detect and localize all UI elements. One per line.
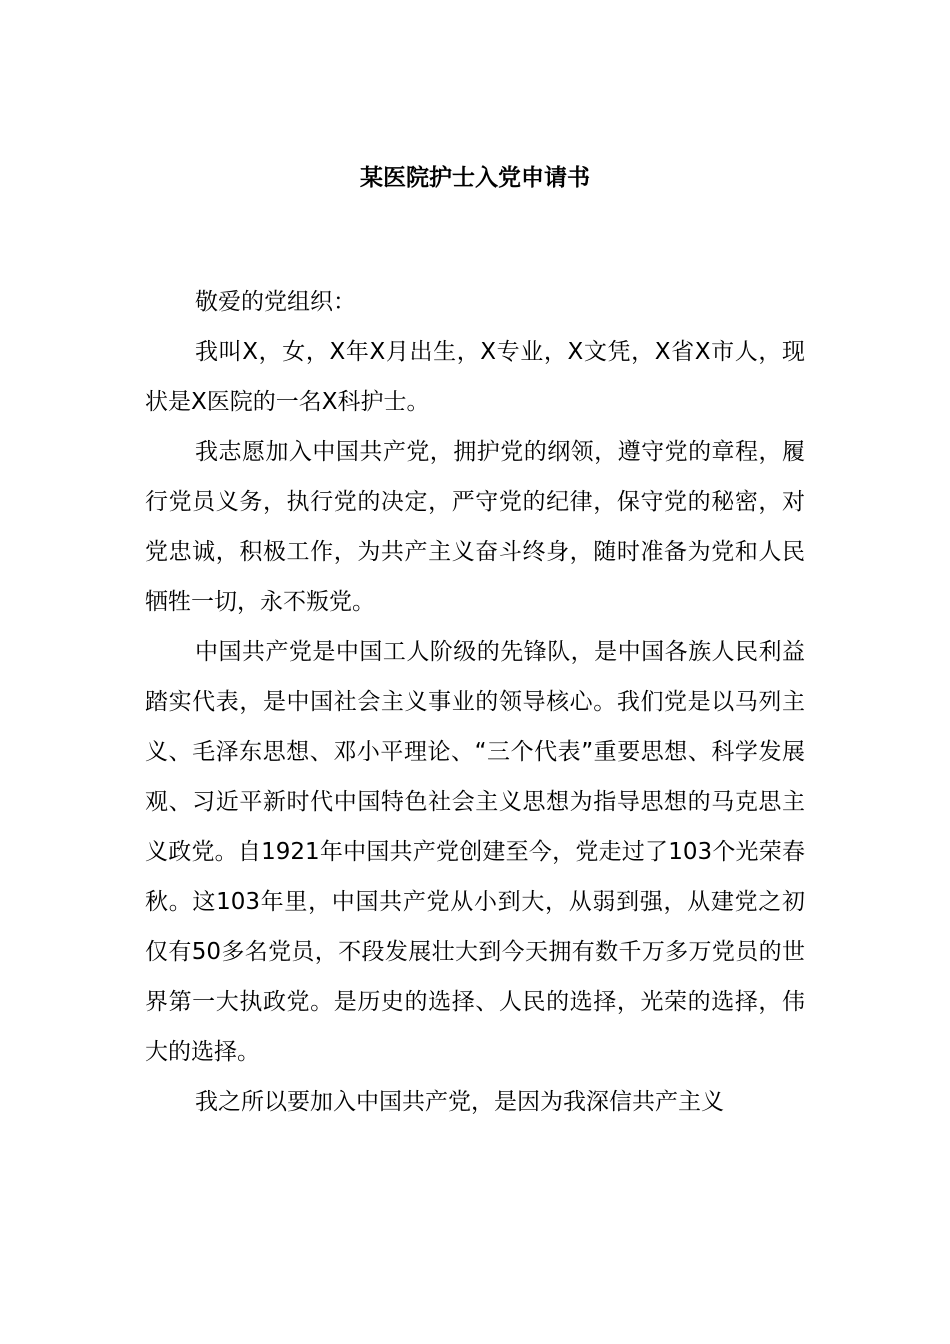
paragraph-motivation: 我之所以要加入中国共产党，是因为我深信共产主义: [195, 1089, 724, 1115]
salutation: 敬爱的党组织：: [195, 289, 356, 315]
paragraph-pledge: 我志愿加入中国共产党，拥护党的纲领，遵守党的章程，履行党员义务，执行党的决定，严守党的纪律，保守党的秘密，对党忠诚，积极工作，为共产主义奋斗终身，随时准备为党和人民牺牲一切，永不叛党。: [145, 439, 805, 615]
paragraph-personal-info: 我叫X，女，X年X月出生，X专业，X文凭，X省X市人，现状是X医院的一名X科护士。: [145, 339, 805, 415]
paragraph-party-history: 中国共产党是中国工人阶级的先锋队，是中国各族人民利益踏实代表，是中国社会主义事业的领导核心。我们党是以马列主义、毛泽东思想、邓小平理论、“三个代表”重要思想、科学发展观、习近平新时代中国特色社会主义思想为指导思想的马克思主义政党。自1921年中国共产党创建至今，党走过了103个光荣春秋。这103年里，中国共产党从小到大，从弱到强，从建党之初仅有50多名党员，不段发展壮大到今天拥有数千万多万党员的世界第一大执政党。是历史的选择、人民的选择，光荣的选择，伟大的选择。: [145, 639, 805, 1065]
document-title: 某医院护士入党申请书: [360, 165, 590, 191]
document-body: [145, 277, 805, 1127]
